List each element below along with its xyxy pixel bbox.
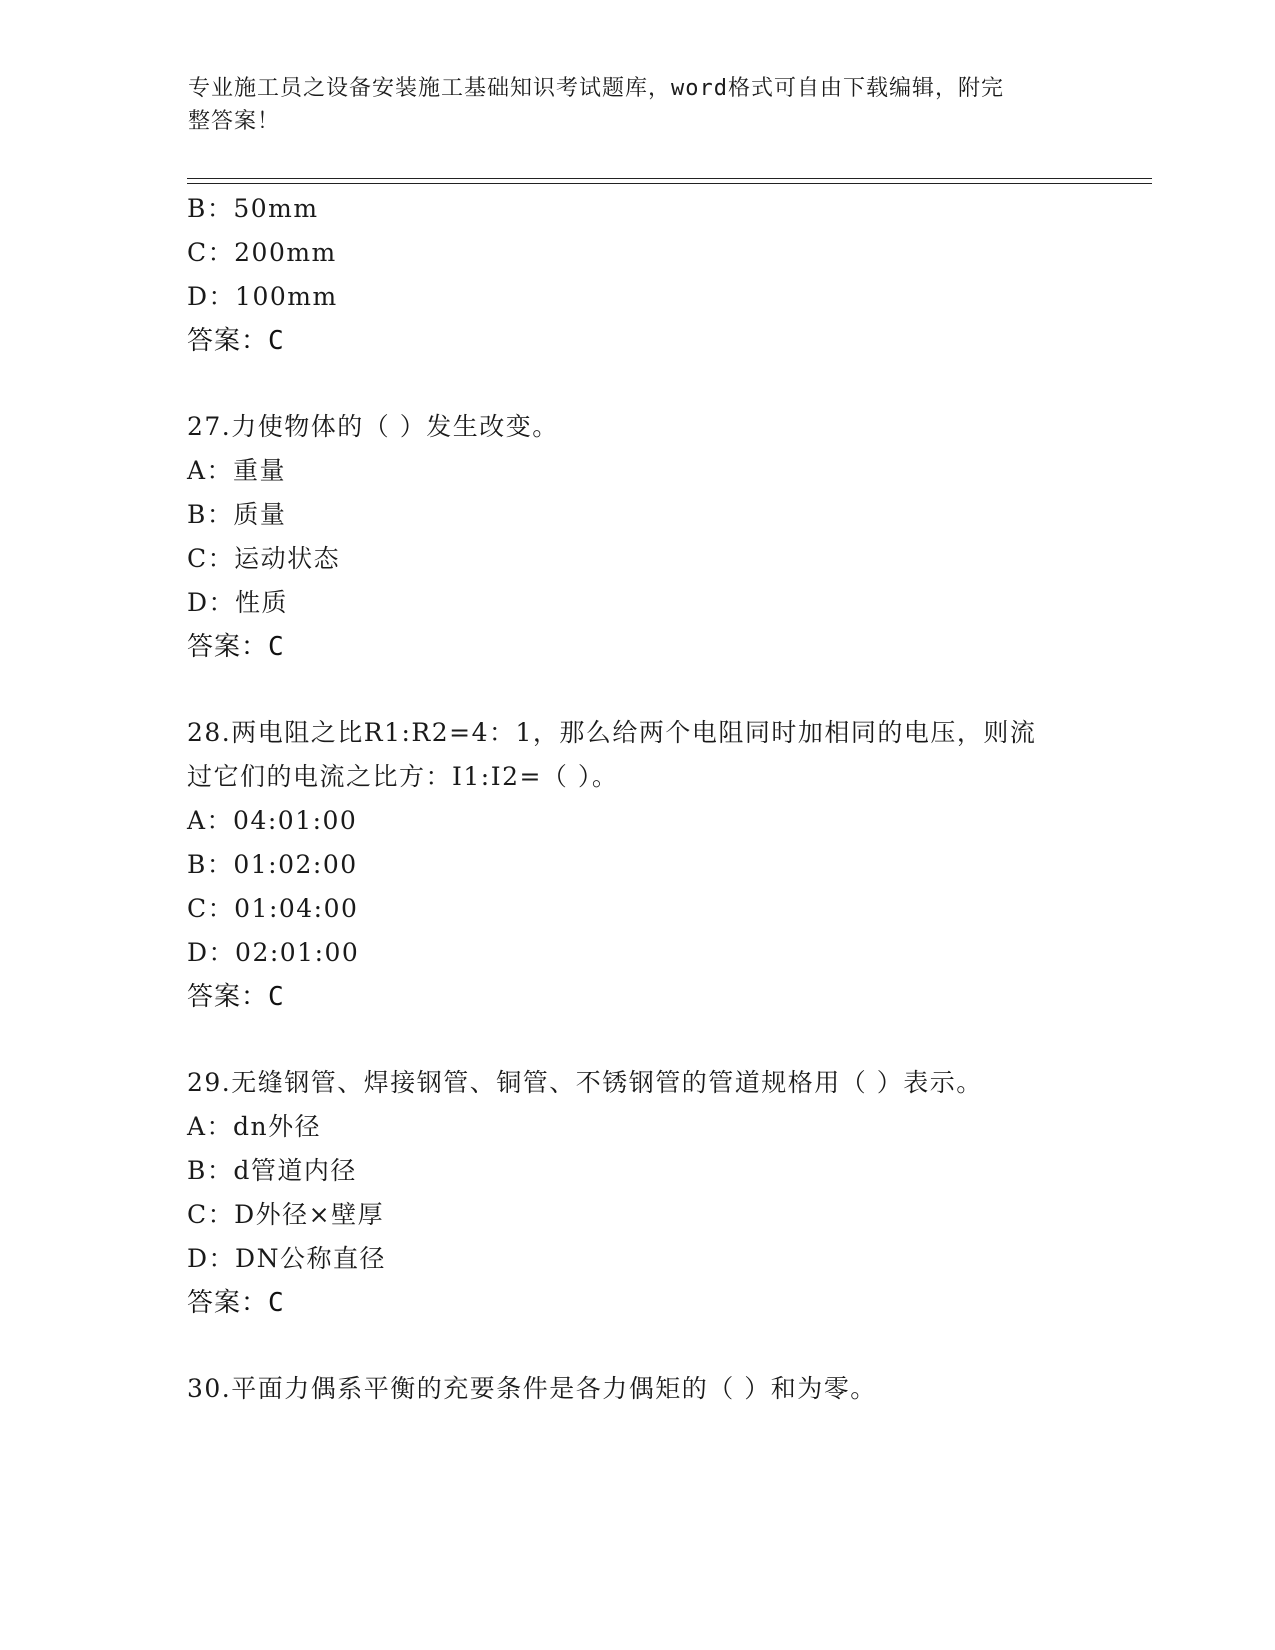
q28-option-a: A：04:01:00 — [187, 806, 358, 835]
q29-option-b: B：d管道内径 — [187, 1156, 357, 1185]
q28-question-line-2: 过它们的电流之比方：I1:I2=（ ）。 — [187, 762, 619, 791]
q27-answer: 答案：C — [187, 632, 285, 662]
q28-option-d: D：02:01:00 — [187, 938, 360, 967]
q28-option-c: C：01:04:00 — [187, 894, 359, 923]
q29-question: 29.无缝钢管、焊接钢管、铜管、不锈钢管的管道规格用（ ）表示。 — [187, 1068, 983, 1097]
header-divider-top — [187, 178, 1152, 179]
header-title-line-1: 专业施工员之设备安装施工基础知识考试题库，word格式可自由下载编辑，附完 — [188, 76, 1004, 101]
q26-option-c: C：200mm — [187, 238, 337, 267]
q27-option-d: D：性质 — [187, 588, 289, 617]
q28-option-b: B：01:02:00 — [187, 850, 358, 879]
document-header — [188, 72, 1068, 138]
q29-option-d: D：DN公称直径 — [187, 1244, 386, 1273]
header-divider-bottom — [187, 183, 1152, 184]
header-title-line-2: 整答案！ — [188, 109, 281, 134]
q26-option-d: D：100mm — [187, 282, 338, 311]
q29-option-a: A：dn外径 — [187, 1112, 322, 1141]
q29-answer: 答案：C — [187, 1288, 285, 1318]
q28-answer: 答案：C — [187, 982, 285, 1012]
q26-option-b: B：50mm — [187, 194, 319, 223]
q29-option-c: C：D外径×壁厚 — [187, 1200, 385, 1229]
q27-question: 27.力使物体的（ ）发生改变。 — [187, 412, 559, 441]
q30-question: 30.平面力偶系平衡的充要条件是各力偶矩的（ ）和为零。 — [187, 1374, 877, 1403]
q27-option-a: A：重量 — [187, 456, 287, 485]
q26-answer: 答案：C — [187, 326, 285, 356]
q27-option-c: C：运动状态 — [187, 544, 341, 573]
q27-option-b: B：质量 — [187, 500, 287, 529]
q28-question-line-1: 28.两电阻之比R1:R2=4：1，那么给两个电阻同时加相同的电压，则流 — [187, 718, 1037, 747]
